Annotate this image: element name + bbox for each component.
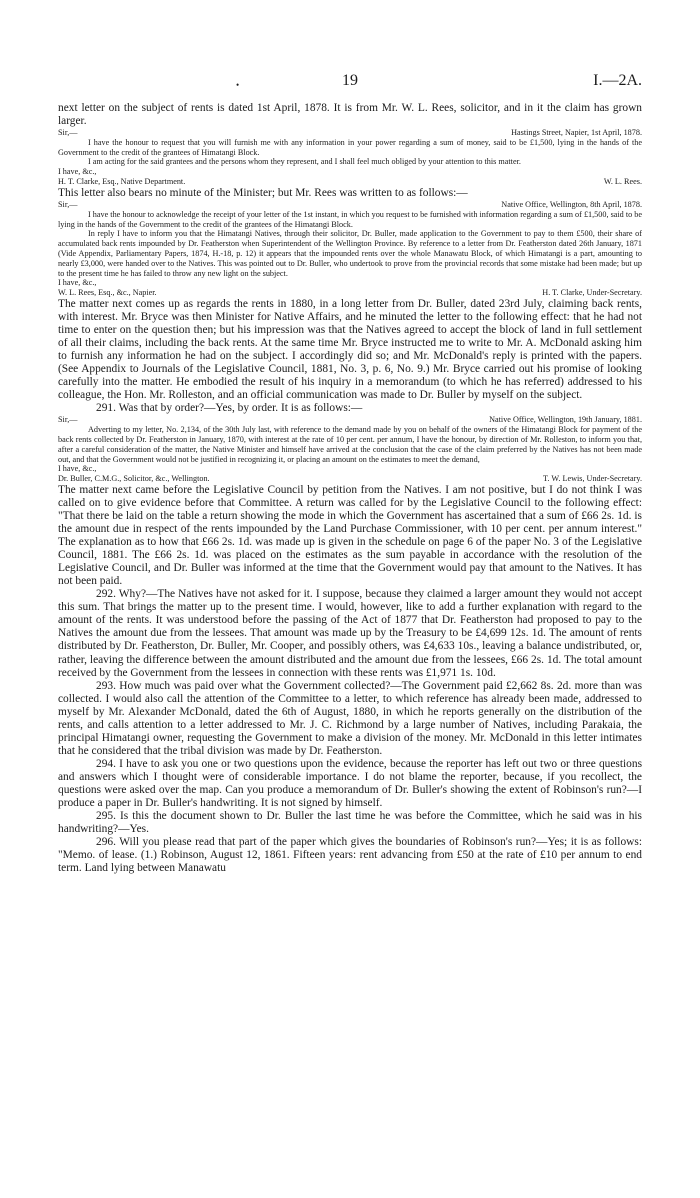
salutation: Sir,— xyxy=(58,128,78,138)
question-paragraph: 294. I have to ask you one or two questions upon the evidence, because the reporter has left out two or three questions and answers which I thought were of considerable importance. I do not blame the reporter, because, if you recollect, the questions were asked over the map. Can you produce a memorandum of Dr. Buller's showing the extent of Robinson's run?—I produce a paper in Dr. Buller's handwriting. It is not signed by himself. xyxy=(58,757,642,810)
question-paragraph: 295. Is this the document shown to Dr. Buller the last time he was before the Committee, which he said was in his handwriting?—Yes. xyxy=(58,810,642,836)
letter-address: Native Office, Wellington, 8th April, 1878. xyxy=(501,199,642,209)
letter-recipient: H. T. Clarke, Esq., Native Department. xyxy=(58,177,186,187)
page-number: 19 xyxy=(342,72,358,89)
question-paragraph: 293. How much was paid over what the Government collected?—The Government paid £2,662 8s. 2d. more than was collected. I would also call the attention of the Committee to a letter, to which reference has already been made, addressed to myself by Mr. Alexander McDonald, dated the 6th of August, 1880, in which he reports generally on the distribution of the rents, and calls attention to a letter addressed to Mr. J. C. Richmond by a large number of Natives, including Parakaia, the principal Himatangi owner, requesting the Government to make a division of the money. Mr. McDonald in this letter intimates that he considered that the tribal division was made by Dr. Featherston. xyxy=(58,679,642,757)
letter-lewis-1881 xyxy=(58,415,642,484)
document-body xyxy=(58,102,642,875)
letter-rees-1878 xyxy=(58,128,642,187)
letter-paragraph: I am acting for the said grantees and the persons whom they represent, and I shall feel much obliged by your attention to this matter. xyxy=(88,157,521,167)
letter-paragraph: I have the honour to acknowledge the receipt of your letter of the 1st instant, in which you request to be furnished with information regarding a sum of £1,500, said to be lying in the hands of the Government to the credit of the grantees of the Himatangi Block. xyxy=(58,209,642,229)
paragraph: The matter next came before the Legislative Council by petition from the Natives. I am not positive, but I do not think I was called on to give evidence before that Committee. A return was called for by the Legislative Council to the following effect: "That there be laid on the table a return showing the mode in which the Government has ascertained that a sum of £66 2s. 1d. is the amount due in respect of the rents impounded by the Land Purchase Commissioner, with 10 per cent. per annum interest." The explanation as to how that £66 2s. 1d. was made up is given in the schedule on page 6 of the paper No. 3 of the Legislative Council, 1881. The £66 2s. 1d. was placed on the estimates as the sum payable in accordance with the resolution of the Legislative Council, and Dr. Buller was informed at the time that the Government would pay that amount to the Natives. It has not been paid. xyxy=(58,483,642,588)
question-paragraph: 292. Why?—The Natives have not asked for it. I suppose, because they claimed a larger amount they would not accept this sum. That brings the matter up to the present time. I would, however, like to add a further explanation with regard to the amount of the rents. It was understood before the passing of the Act of 1877 that Dr. Featherston had proposed to pay to the Natives the amount due from the lessees. That amount was made up by the Treasury to be £4,699 12s. 1d. The amount of rents distributed by Dr. Featherston, Dr. Buller, Mr. Cooper, and possibly others, was £4,633 10s., leaving a balance undistributed, or, rather, leaving the difference between the amount distributed and the amount due from the lessees, £66 2s. 1d. The total amount received by the Government from the lessees in connection with these rents was £1,971 1s. 10d. xyxy=(58,588,642,679)
margin-mark: • xyxy=(236,80,240,90)
paragraph: The matter next comes up as regards the rents in 1880, in a long letter from Dr. Buller, dated 23rd July, claiming back rents, with interest. Mr. Bryce was then Minister for Native Affairs, and he minuted the letter to the following effect: that he had not time to enter on the question then; but his impression was that the Natives agreed to accept the block of land in full settlement of all their claims, including the back rents. At the same time Mr. Bryce instructed me to write to Mr. A. McDonald asking him to furnish any information he had on the subject. I accordingly did so; and Mr. McDonald's reply is printed with the papers. (See Appendix to Journals of the Legislative Council, 1881, No. 3, p. 6, No. 9.) Mr. Bryce carried out his promise of looking carefully into the matter. He embodied the result of his inquiry in a memorandum (to which he has referred) addressed to his colleague, the Hon. Mr. Rolleston, and an official communication was made to Dr. Buller by myself on the subject. xyxy=(58,297,642,402)
letter-signature: T. W. Lewis, Under-Secretary. xyxy=(543,474,642,484)
salutation: Sir,— xyxy=(58,199,78,209)
question-paragraph: 296. Will you please read that part of the paper which gives the boundaries of Robinson's run?—Yes; it is as follows: "Memo. of lease. (1.) Robinson, August 12, 1861. Fifteen years: rent advancing from £50 at the rate of £10 per annum to end term. Land lying between Manawatu xyxy=(58,836,642,875)
letter-signature: H. T. Clarke, Under-Secretary. xyxy=(542,288,642,298)
letter-address: Hastings Street, Napier, 1st April, 1878. xyxy=(511,128,642,138)
document-reference: I.—2A. xyxy=(593,72,642,89)
question-paragraph: 291. Was that by order?—Yes, by order. It is as follows:— xyxy=(96,402,363,415)
letter-paragraph: I have the honour to request that you will furnish me with any information in your power regarding a sum of money, said to be £1,500, lying in the hands of the Government to the credit of the grantees of Himatangi Block. xyxy=(58,137,642,157)
letter-paragraph: Adverting to my letter, No. 2,134, of the 30th July last, with reference to the demand made by you on behalf of the owners of the Himatangi Block for payment of the back rents collected by Dr. Featherston in January, 1870, with interest at the rate of 10 per cent. per annum, I have the honour, by direction of Mr. Rolleston, to inform you that, after a careful consideration of the matter, the Native Minister and himself have arrived at the conclusion that the case of the claim preferred by the Natives has not been made out, and that the Government would not be justified in recognizing it, or placing an amount on the estimates to meet the demand, xyxy=(58,425,642,464)
page-header xyxy=(58,72,642,102)
letter-recipient: Dr. Buller, C.M.G., Solicitor, &c., Wellington. xyxy=(58,474,210,484)
letter-paragraph: In reply I have to inform you that the Himatangi Natives, through their solicitor, Dr. Buller, made application to the Government to pay to them £500, their share of accumulated back rents impounded by Dr. Featherston when Superintendent of the Wellington Province. By reference to a letter from Dr. Featherston dated 26th January, 1871 (Vide Appendix, Parliamentary Papers, 1874, H.-18, p. 12) it appears that the impounded rents over the whole Manawatu Block, of which Himatangi is a part, amounting to nearly £3,000, were handed over to the Natives. This was pointed out to Dr. Buller, who undertook to prove from the provincial records that some mistake had been made; but up to the present time he has failed to throw any new light on the subject. xyxy=(58,229,642,278)
letter-clarke-1878 xyxy=(58,200,642,298)
letter-recipient: W. L. Rees, Esq., &c., Napier. xyxy=(58,288,157,298)
paragraph: next letter on the subject of rents is dated 1st April, 1878. It is from Mr. W. L. Rees, solicitor, and in it the claim has grown larger. xyxy=(58,102,642,128)
salutation: Sir,— xyxy=(58,415,78,425)
letter-signature: W. L. Rees. xyxy=(603,177,642,187)
paragraph: This letter also bears no minute of the Minister; but Mr. Rees was written to as follows:— xyxy=(58,186,468,199)
letter-close: I have, &c., xyxy=(58,167,97,177)
letter-address: Native Office, Wellington, 19th January, 1881. xyxy=(489,415,642,425)
letter-close: I have, &c., xyxy=(58,278,97,288)
letter-close: I have, &c., xyxy=(58,464,97,474)
